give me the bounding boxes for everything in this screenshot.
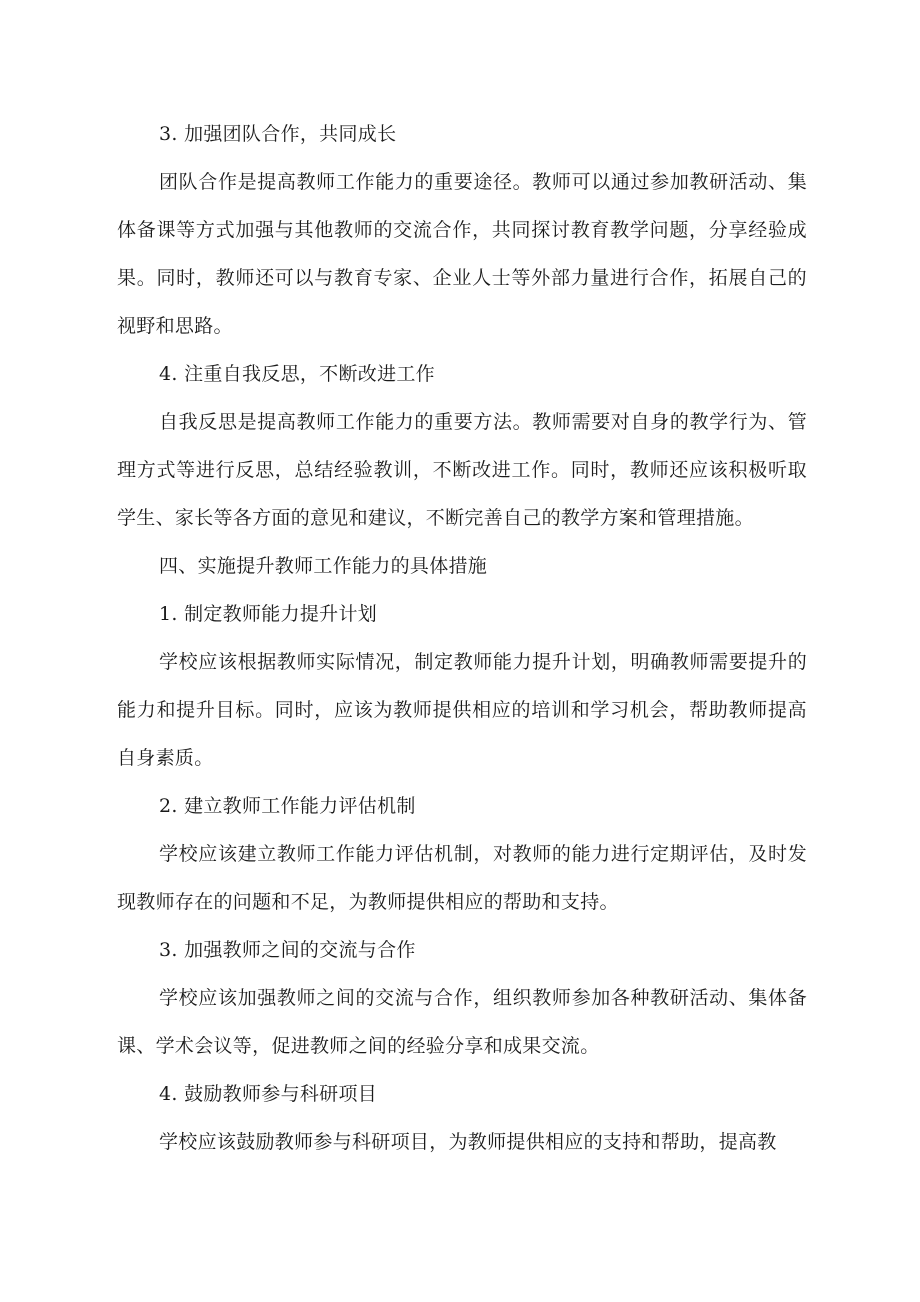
paragraph-teacher-exchange: 学校应该加强教师之间的交流与合作，组织教师参加各种教研活动、集体备课、学术会议等，促进教师之间的经验分享和成果交流。	[117, 987, 807, 1057]
section-heading-evaluation-mechanism: 2. 建立教师工作能力评估机制	[159, 795, 416, 817]
section-heading-self-reflection: 4. 注重自我反思，不断改进工作	[159, 363, 435, 385]
document-body	[117, 110, 807, 1166]
section-heading-improvement-plan: 1. 制定教师能力提升计划	[159, 603, 378, 625]
section-heading-research-projects: 4. 鼓励教师参与科研项目	[159, 1083, 378, 1105]
paragraph-improvement-plan: 学校应该根据教师实际情况，制定教师能力提升计划，明确教师需要提升的能力和提升目标。同时，应该为教师提供相应的培训和学习机会，帮助教师提高自身素质。	[117, 651, 807, 769]
section-heading-teacher-exchange: 3. 加强教师之间的交流与合作	[159, 939, 416, 961]
paragraph-research-projects: 学校应该鼓励教师参与科研项目，为教师提供相应的支持和帮助，提高教	[159, 1131, 777, 1153]
paragraph-evaluation-mechanism: 学校应该建立教师工作能力评估机制，对教师的能力进行定期评估，及时发现教师存在的问题和不足，为教师提供相应的帮助和支持。	[117, 843, 807, 913]
paragraph-team-cooperation: 团队合作是提高教师工作能力的重要途径。教师可以通过参加教研活动、集体备课等方式加强与其他教师的交流合作，共同探讨教育教学问题，分享经验成果。同时，教师还可以与教育专家、企业人士等外部力量进行合作，拓展自己的视野和思路。	[117, 171, 807, 337]
paragraph-self-reflection: 自我反思是提高教师工作能力的重要方法。教师需要对自身的教学行为、管理方式等进行反思，总结经验教训，不断改进工作。同时，教师还应该积极听取学生、家长等各方面的意见和建议，不断完善自己的教学方案和管理措施。	[117, 411, 807, 529]
section-heading-team-cooperation: 3. 加强团队合作，共同成长	[159, 123, 397, 145]
chapter-heading-measures: 四、实施提升教师工作能力的具体措施	[159, 555, 488, 577]
